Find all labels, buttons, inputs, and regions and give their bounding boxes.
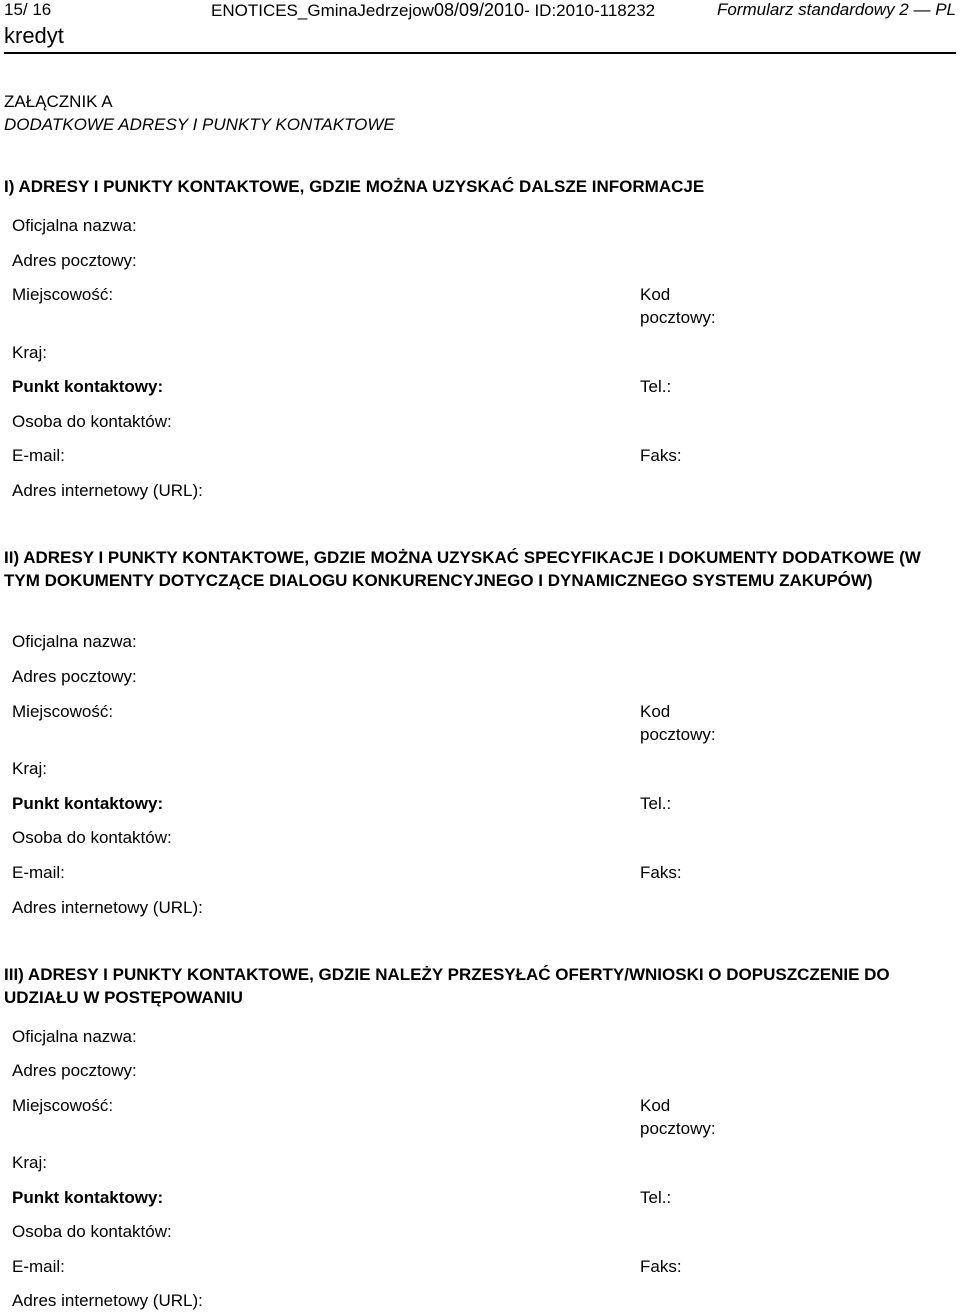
contact-point-label: Punkt kontaktowy:	[12, 794, 164, 813]
document-title: kredyt	[4, 23, 64, 48]
postal-code-label: Kod pocztowy:	[640, 285, 716, 327]
annex-subtitle: DODATKOWE ADRESY I PUNKTY KONTAKTOWE	[4, 115, 395, 134]
phone-label: Tel.:	[640, 1188, 672, 1207]
official-name-label: Oficjalna nazwa:	[12, 1027, 137, 1046]
form-name: Formularz standardowy 2 — PL	[716, 0, 956, 19]
postal-code-label: Kod pocztowy:	[640, 1096, 716, 1138]
internet-address-label: Adres internetowy (URL):	[12, 898, 203, 917]
fax-label: Faks:	[640, 863, 682, 882]
document-reference	[211, 0, 655, 21]
town-label: Miejscowość:	[12, 702, 114, 721]
country-label: Kraj:	[12, 343, 47, 362]
document-id: - ID:2010-118232	[524, 1, 656, 20]
contact-person-label: Osoba do kontaktów:	[12, 412, 172, 431]
email-label: E-mail:	[12, 446, 65, 465]
email-label: E-mail:	[12, 863, 65, 882]
section-heading: II) ADRESY I PUNKTY KONTAKTOWE, GDZIE MOŻNA UZYSKAĆ SPECYFIKACJE I DOKUMENTY DODATKOWE (W TYM DOKUMENTY DOTYCZĄCE DIALOGU KONKURENCYJNEGO I DYNAMICZNEGO SYSTEMU ZAKUPÓW)	[4, 548, 921, 590]
phone-label: Tel.:	[640, 794, 672, 813]
town-label: Miejscowość:	[12, 285, 114, 304]
document-date: 08/09/2010	[433, 0, 525, 20]
internet-address-label: Adres internetowy (URL):	[12, 481, 203, 500]
contact-person-label: Osoba do kontaktów:	[12, 828, 172, 847]
phone-label: Tel.:	[640, 377, 672, 396]
postal-code-label: Kod pocztowy:	[640, 702, 716, 744]
contact-point-label: Punkt kontaktowy:	[12, 1188, 164, 1207]
official-name-label: Oficjalna nazwa:	[12, 216, 137, 235]
internet-address-label: Adres internetowy (URL):	[12, 1291, 203, 1310]
page-header	[0, 0, 960, 24]
postal-address-label: Adres pocztowy:	[12, 667, 137, 686]
official-name-label: Oficjalna nazwa:	[12, 632, 137, 651]
title-divider	[4, 52, 956, 54]
town-label: Miejscowość:	[12, 1096, 114, 1115]
fax-label: Faks:	[640, 1257, 682, 1276]
postal-address-label: Adres pocztowy:	[12, 251, 137, 270]
postal-address-label: Adres pocztowy:	[12, 1061, 137, 1080]
section-heading: III) ADRESY I PUNKTY KONTAKTOWE, GDZIE NALEŻY PRZESYŁAĆ OFERTY/WNIOSKI O DOPUSZCZENIE DO UDZIAŁU W POSTĘPOWANIU	[4, 965, 890, 1007]
country-label: Kraj:	[12, 1153, 47, 1172]
annex-title: ZAŁĄCZNIK A	[4, 92, 113, 111]
contact-point-label: Punkt kontaktowy:	[12, 377, 164, 396]
contact-person-label: Osoba do kontaktów:	[12, 1222, 172, 1241]
section-heading: I) ADRESY I PUNKTY KONTAKTOWE, GDZIE MOŻNA UZYSKAĆ DALSZE INFORMACJE	[4, 177, 705, 196]
fax-label: Faks:	[640, 446, 682, 465]
email-label: E-mail:	[12, 1257, 65, 1276]
document-prefix: ENOTICES_GminaJedrzejow	[211, 1, 434, 20]
page-number: 15/ 16	[4, 0, 52, 19]
country-label: Kraj:	[12, 759, 47, 778]
